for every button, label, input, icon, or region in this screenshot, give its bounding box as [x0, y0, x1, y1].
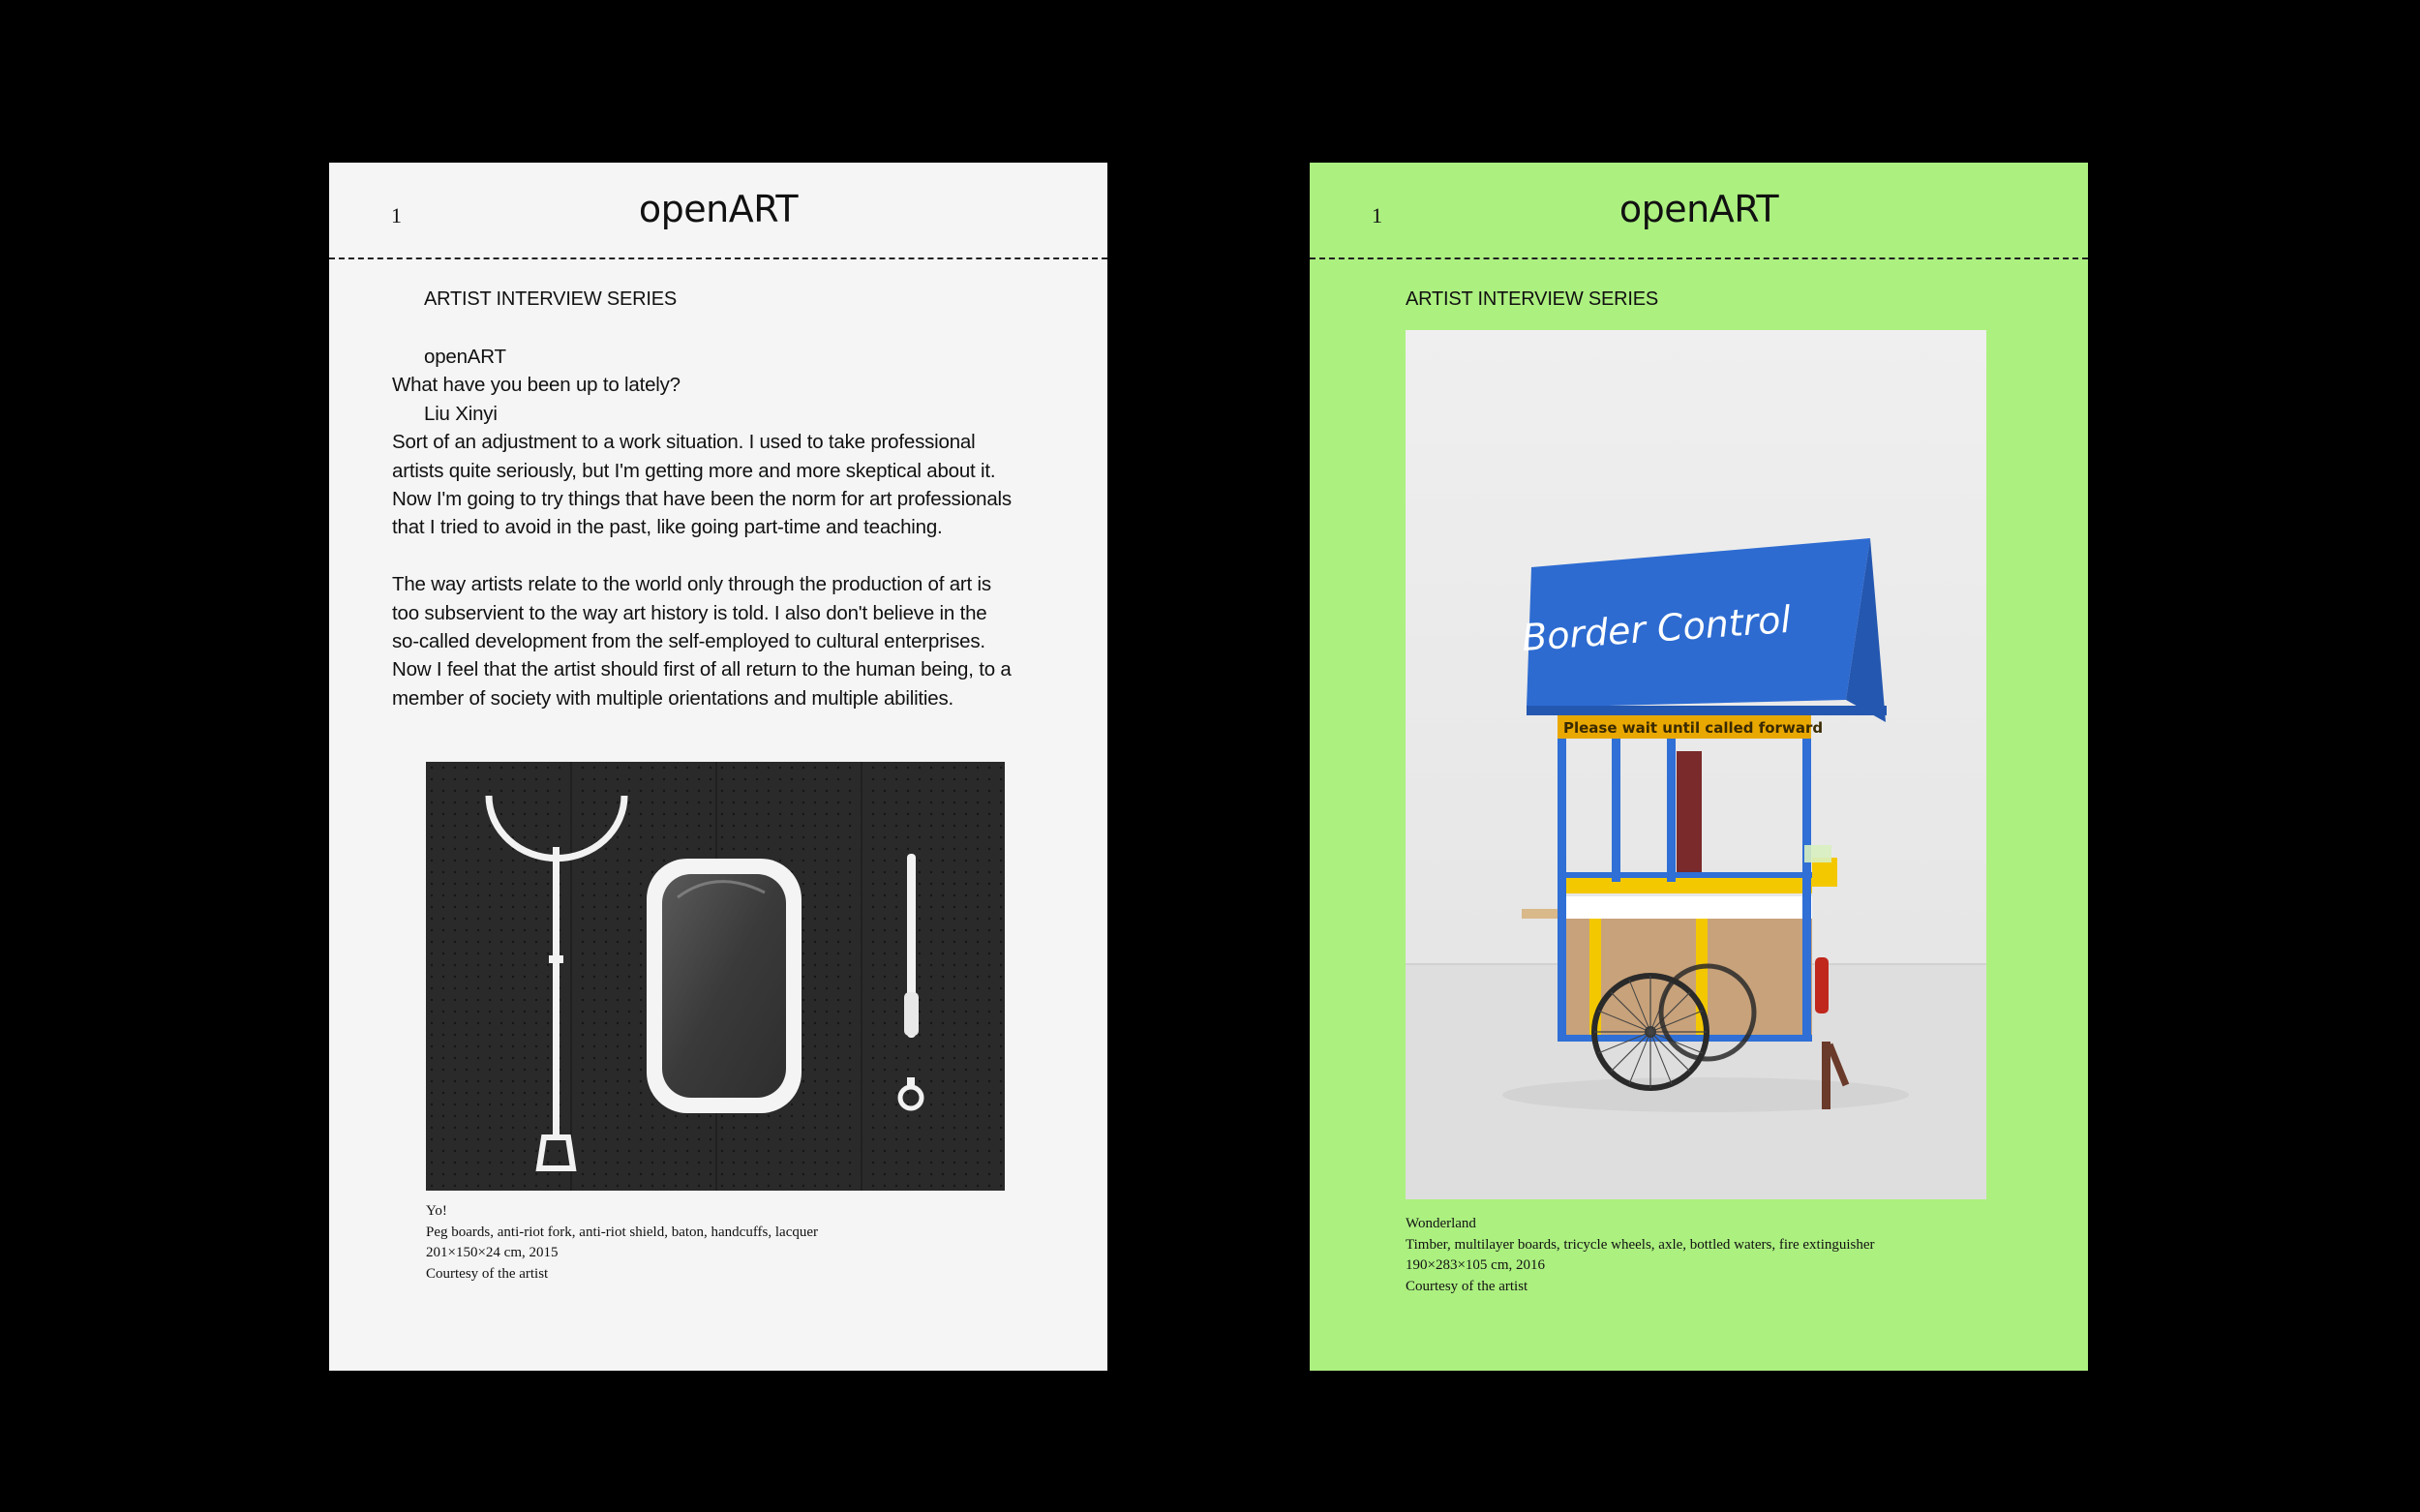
- answer-line: so-called development from the self-employed to cultural enterprises.: [392, 630, 985, 653]
- artwork-credit: Courtesy of the artist: [426, 1265, 549, 1282]
- artwork-photo-wonderland: [1406, 330, 1986, 1199]
- answer-line: Sort of an adjustment to a work situation. I used to take professional: [392, 431, 976, 454]
- banner-text: Please wait until called forward: [1563, 719, 1824, 737]
- artwork-dimensions: 201×150×24 cm, 2015: [426, 1245, 559, 1260]
- answer-line: Now I'm going to try things that have been the norm for art professionals: [392, 488, 1012, 511]
- answer-line: that I tried to avoid in the past, like going part-time and teaching.: [392, 516, 943, 539]
- page-header: [1310, 163, 2088, 259]
- answer-line: artists quite seriously, but I'm getting more and more skeptical about it.: [392, 459, 996, 482]
- artwork-photo-yo: [426, 762, 1005, 1191]
- artwork-materials: Peg boards, anti-riot fork, anti-riot shield, baton, handcuffs, lacquer: [426, 1224, 819, 1240]
- logo: openART: [1618, 188, 1779, 230]
- artwork-materials: Timber, multilayer boards, tricycle wheels, axle, bottled waters, fire extinguisher: [1406, 1236, 1875, 1253]
- answer-line: member of society with multiple orientations and multiple abilities.: [392, 686, 954, 710]
- series-label: ARTIST INTERVIEW SERIES: [1406, 288, 1659, 310]
- speaker-artist: Liu Xinyi: [424, 402, 498, 425]
- roof-sign-text: Border Control: [1520, 597, 1793, 660]
- answer-line: The way artists relate to the world only through the production of art is: [392, 573, 991, 596]
- interview-question: What have you been up to lately?: [392, 374, 681, 397]
- page-number: 1: [1372, 203, 1382, 227]
- artwork-credit: Courtesy of the artist: [1406, 1278, 1528, 1294]
- artwork-title: Wonderland: [1406, 1216, 1476, 1231]
- logo: openART: [638, 188, 799, 230]
- answer-line: Now I feel that the artist should first of all return to the human being, to a: [392, 658, 1012, 681]
- artwork-dimensions: 190×283×105 cm, 2016: [1406, 1257, 1545, 1273]
- series-label: ARTIST INTERVIEW SERIES: [424, 288, 678, 310]
- artwork-title: Yo!: [426, 1203, 447, 1219]
- anti-riot-shield-icon: [647, 859, 802, 1113]
- answer-line: too subservient to the way art history is told. I also don't believe in the: [392, 601, 987, 624]
- page-left: [329, 163, 1107, 1371]
- page-right: [1310, 163, 2088, 1371]
- artwork-caption: [426, 1201, 818, 1285]
- speaker-openart: openART: [424, 346, 506, 368]
- artwork-caption: [1406, 1214, 1875, 1297]
- page-header: [329, 163, 1107, 259]
- interview-text: [392, 343, 1050, 712]
- page-number: 1: [391, 203, 402, 227]
- wheel-icon: [1594, 976, 1707, 1088]
